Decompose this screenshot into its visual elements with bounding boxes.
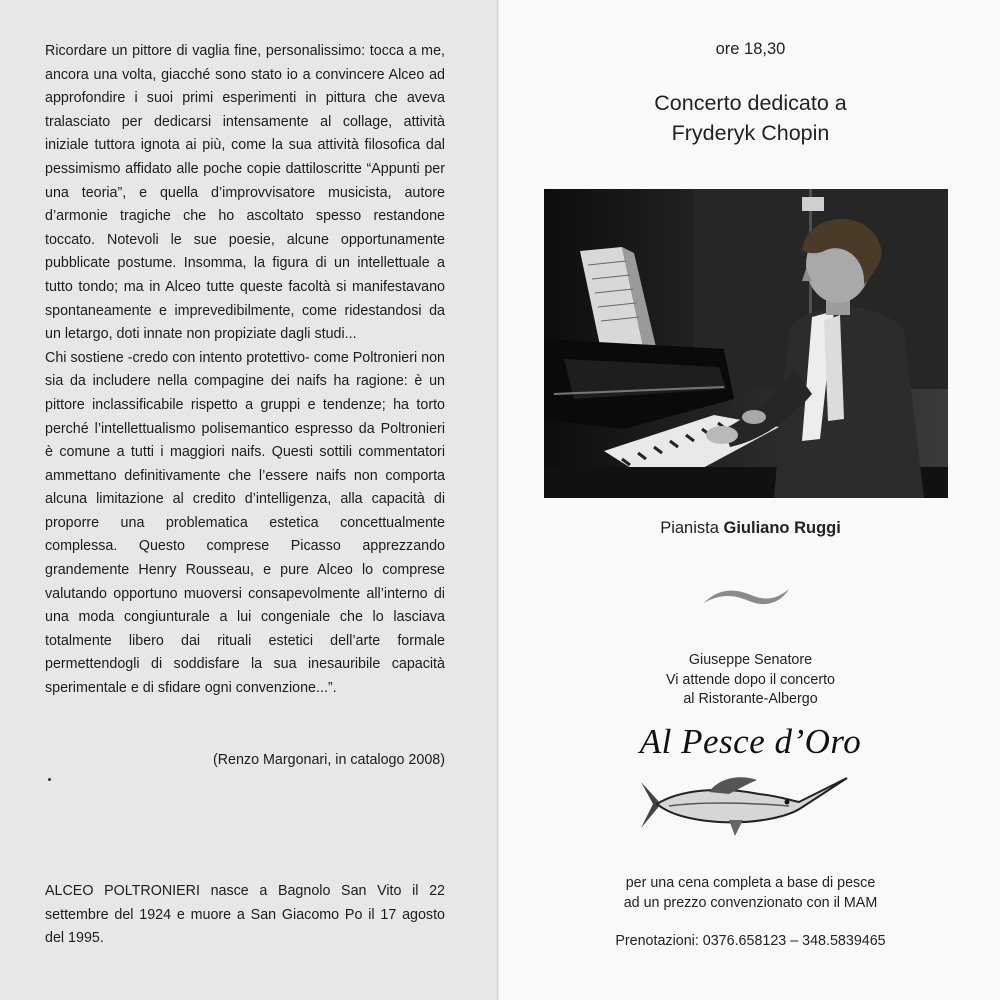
invite-text [501, 651, 1000, 710]
invite-line2: Vi attende dopo il concerto [665, 671, 836, 688]
concert-time: ore 18,30 [715, 40, 786, 58]
essay-citation: (Renzo Margonari, in catalogo 2008) [212, 752, 445, 768]
concert-title [501, 88, 1000, 148]
essay-text [45, 40, 445, 701]
concert-title-line2: Fryderyk Chopin [671, 121, 830, 145]
booking-phone: Prenotazioni: 0376.658123 – 348.5839465 [615, 933, 886, 949]
invite-line1: Giuseppe Senatore [688, 652, 813, 668]
pianist-photo-icon [544, 189, 948, 498]
speck-mark [48, 778, 51, 781]
right-panel [501, 0, 1000, 1000]
left-panel [0, 0, 498, 1000]
invite-line3: al Ristorante-Albergo [683, 691, 818, 707]
dinner-line1: per una cena completa a base di pesce [625, 875, 876, 891]
pianist-prefix: Pianista [660, 519, 719, 537]
pianist-name: Giuliano Ruggi [723, 519, 841, 537]
artist-bio: ALCEO POLTRONIERI nasce a Bagnolo San Vito il 22 settembre del 1924 e muore a San Giacomo Po il 17 agosto del 1995. [45, 883, 445, 947]
swash-ornament-icon [701, 583, 793, 609]
essay-paragraph-2: Chi sostiene -credo con intento protettivo- come Poltronieri non sia da includere nella compagine dei naifs ha ragione: è un pittore inclassificabile rispetto a gruppi e tendenze; ha torto perché l’intellettualismo polisemantico espresso da Poltronieri è comune a tutti i maggiori naifs. Questi sottili commentatori ammettano definitivamente che l’essere naifs non comporta alcuna limitazione al credito d’intelligenza, alla capacità di proporre una problematica estetica concettualmente complessa. Questo comprese Picasso apprezzando grandemente Henry Rousseau, e pure Alceo lo comprese valutando opportuno muoversi consapevolmente all’interno di una moda congiunturale a lui congeniale che lo lasciava totalmente libero dai rituali estetici dell’arte formale permettendogli di soddisfare la sua inesauribile capacità sperimentale e di sfidare ogni convenzione...”. [45, 349, 445, 697]
pianist-photo [544, 189, 948, 498]
essay-paragraph-1: Ricordare un pittore di vaglia fine, personalissimo: tocca a me, ancora una volta, giacché sono stato io a convincere Alceo ad approfondire i suoi primi esperimenti in pittura che aveva tralasciato per dedicarsi intensamente al collage, attività iniziale tuttora ignota ai più, come la sua attività filosofica dal pessimismo affidato alle poche copie dattiloscritte “Appunti per una teoria”, e quella d’improvvisatore musicista, autore d’armonie tragiche che ho ascoltato spesso restandone toccato. Notevoli le sue poesie, alcune opportunamente pubblicate postume. Insomma, la figura di un intellettuale a tutto tondo; ma in Alceo tutte queste facoltà si manifestavano spontaneamente e imprevedibilmente, come ridestandosi da un letargo, doti innate non propiziate dagli studi... [45, 43, 445, 343]
dinner-line2: ad un prezzo convenzionato con il MAM [623, 894, 878, 911]
dinner-offer [501, 874, 1000, 913]
pianist-line [501, 519, 1000, 538]
concert-title-line1: Concerto dedicato a [654, 91, 847, 115]
swordfish-icon [639, 772, 849, 842]
restaurant-name: Al Pesce d’Oro [639, 722, 862, 761]
